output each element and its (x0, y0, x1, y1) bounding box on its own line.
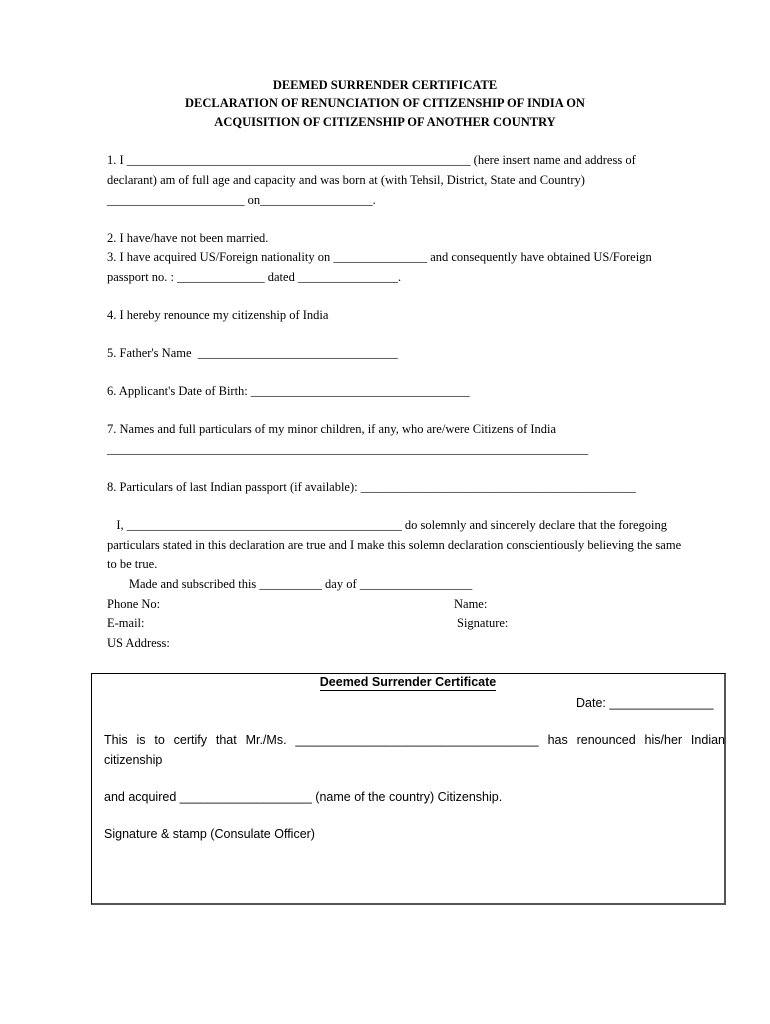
us-address-label: US Address: (107, 636, 170, 650)
item1-name-field[interactable]: 1. I _______________________________________________________ (here insert name and address of (107, 153, 636, 167)
acquired-country-field[interactable]: and acquired ___________________ (name of the country) Citizenship. (104, 790, 503, 804)
item7-children-field[interactable]: _____________________________________________________________________________ (107, 442, 589, 456)
certificate-title-text: Deemed Surrender Certificate (319, 675, 497, 689)
item2-marital-status: 2. I have/have not been married. (107, 231, 269, 245)
solemn-declaration-text-end: to be true. (107, 557, 158, 571)
certify-mr-ms-field[interactable]: This is to certify that Mr./Ms. ___________________________________ has renounced his/her Indian (104, 733, 725, 747)
item3-nationality-field[interactable]: 3. I have acquired US/Foreign nationality on _______________ and consequently have obtained US/Foreign (107, 250, 652, 264)
doc-subtitle-line2: ACQUISITION OF CITIZENSHIP OF ANOTHER COUNTRY (214, 115, 556, 129)
solemn-declaration-field[interactable]: I, ____________________________________________ do solemnly and sincerely declare that the foregoing (107, 518, 667, 532)
item7-children-label: 7. Names and full particulars of my minor children, if any, who are/were Citizens of India (107, 422, 557, 436)
consulate-signature-label: Signature & stamp (Consulate Officer) (104, 827, 315, 841)
doc-title: DEEMED SURRENDER CERTIFICATE (272, 78, 498, 92)
phone-label: Phone No: (107, 597, 161, 611)
certificate-box (91, 673, 726, 905)
certificate-date-field[interactable]: Date: _______________ (576, 696, 714, 710)
name-label: Name: (454, 597, 488, 611)
item3-passport-field[interactable]: passport no. : ______________ dated ________________. (107, 270, 402, 284)
item5-fathers-name-field[interactable]: 5. Father's Name ________________________________ (107, 346, 398, 360)
email-label: E-mail: (107, 616, 145, 630)
certificate-title (92, 674, 724, 690)
item1-text: declarant) am of full age and capacity and was born at (with Tehsil, District, State and Country) (107, 173, 585, 187)
item1-birthplace-field[interactable]: ______________________ on__________________. (107, 193, 376, 207)
made-subscribed-field[interactable]: Made and subscribed this __________ day of __________________ (107, 577, 473, 591)
doc-subtitle-line1: DECLARATION OF RENUNCIATION OF CITIZENSHIP OF INDIA ON (185, 96, 585, 110)
solemn-declaration-text: particulars stated in this declaration are true and I make this solemn declaration conscientiously believing the same (107, 538, 682, 552)
item6-dob-field[interactable]: 6. Applicant's Date of Birth: ___________________________________ (107, 384, 470, 398)
item4-renounce: 4. I hereby renounce my citizenship of India (107, 308, 329, 322)
certify-citizenship-text: citizenship (104, 753, 163, 767)
signature-label: Signature: (457, 616, 509, 630)
item8-passport-field[interactable]: 8. Particulars of last Indian passport (if available): ____________________________________________ (107, 480, 636, 494)
